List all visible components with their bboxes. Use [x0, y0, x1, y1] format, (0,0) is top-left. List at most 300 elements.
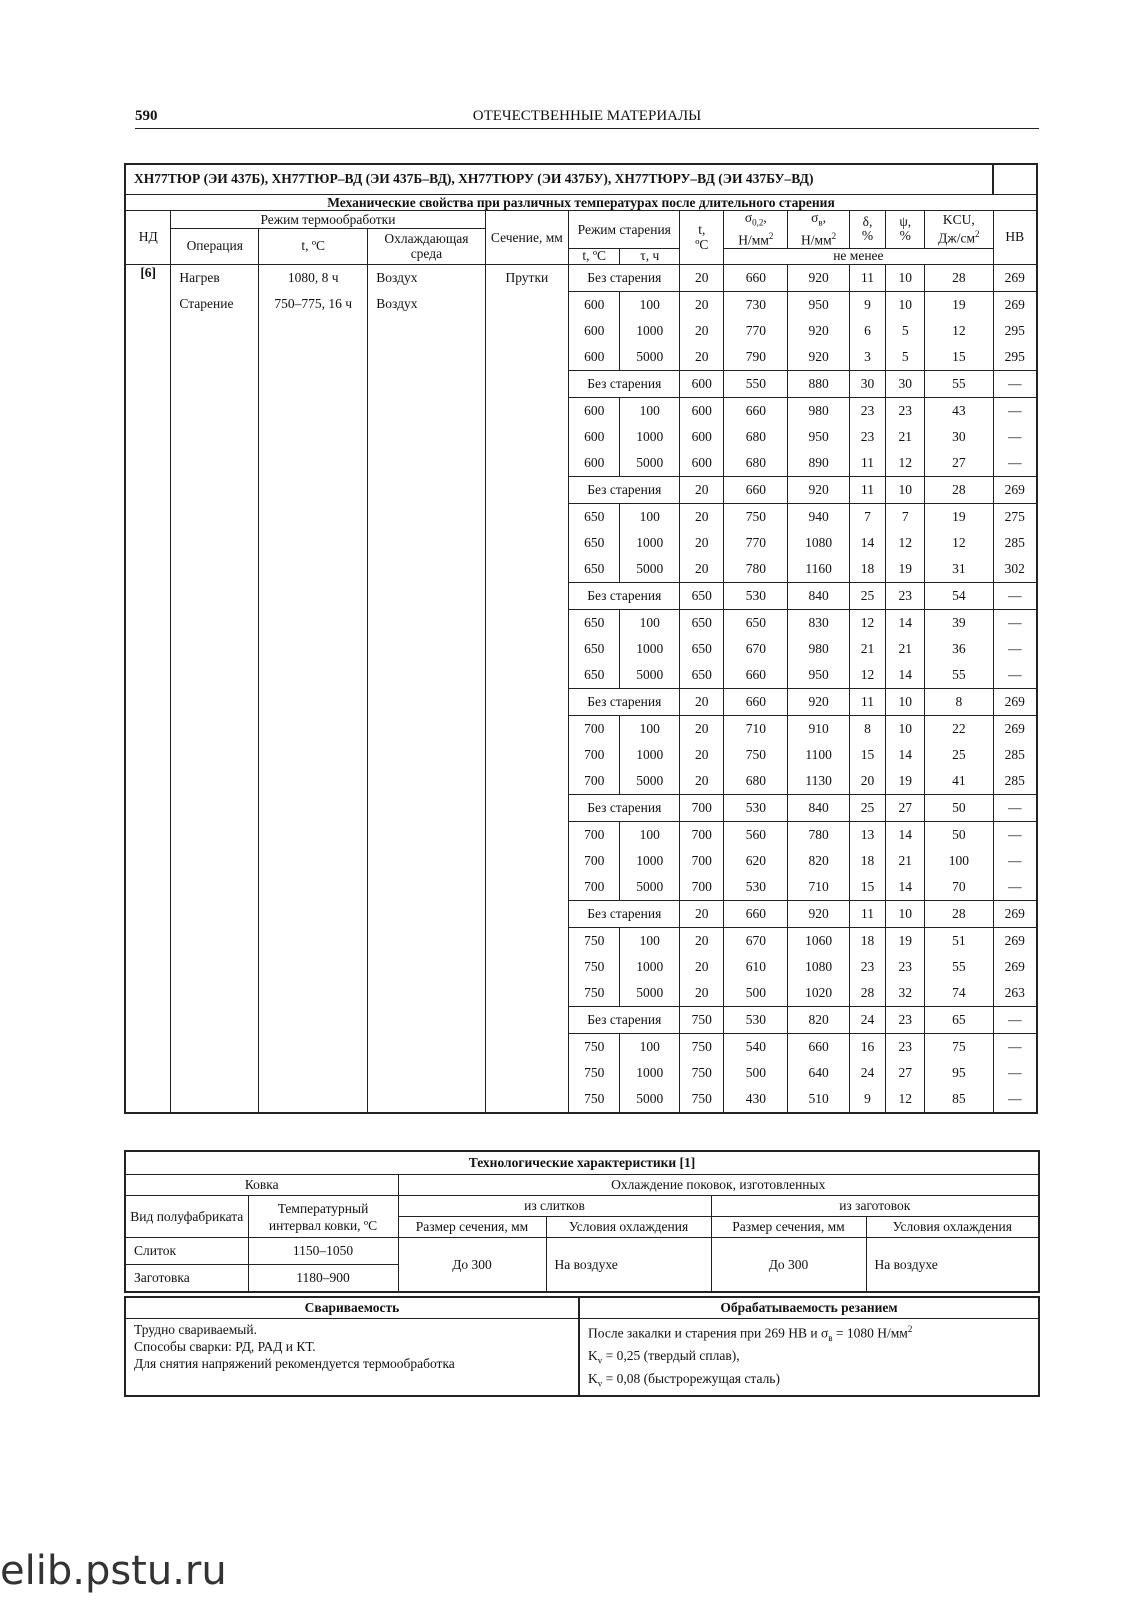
value-s02-cell: 710: [724, 715, 788, 742]
value-kcu-cell: 28: [925, 476, 993, 503]
value-d-cell: 11: [849, 900, 886, 927]
value-t-cell: 700: [680, 794, 724, 821]
value-s02-cell: 680: [724, 768, 788, 795]
value-hb-cell: —: [993, 1006, 1037, 1033]
value-s02-cell: 750: [724, 503, 788, 530]
value-s02-cell: 660: [724, 397, 788, 424]
tech-in-air-ingots: На воздухе: [546, 1238, 711, 1293]
value-kcu-cell: 22: [925, 715, 993, 742]
value-d-cell: 20: [849, 768, 886, 795]
value-kcu-cell: 28: [925, 900, 993, 927]
value-d-cell: 16: [849, 1033, 886, 1060]
value-kcu-cell: 54: [925, 582, 993, 609]
value-d-cell: 30: [849, 370, 886, 397]
aging-tau-cell: 5000: [620, 1086, 680, 1113]
value-kcu-cell: 30: [925, 424, 993, 450]
tech-cooling-cond-blanks: Условия охлаждения: [866, 1217, 1039, 1238]
value-s02-cell: 730: [724, 291, 788, 318]
aging-tau-cell: 100: [620, 291, 680, 318]
value-s02-cell: 670: [724, 927, 788, 954]
value-kcu-cell: 25: [925, 742, 993, 768]
aging-tau-cell: 5000: [620, 980, 680, 1007]
value-d-cell: 7: [849, 503, 886, 530]
value-kcu-cell: 31: [925, 556, 993, 583]
col-hb: НВ: [993, 210, 1037, 264]
value-hb-cell: 295: [993, 344, 1037, 371]
value-sb-cell: 1060: [788, 927, 849, 954]
value-t-cell: 20: [680, 318, 724, 344]
value-t-cell: 20: [680, 688, 724, 715]
tech-caption: Технологические характеристики [1]: [125, 1151, 1039, 1175]
operation-medium: Воздух: [376, 269, 418, 285]
aging-t-cell: 700: [569, 848, 620, 874]
value-d-cell: 12: [849, 609, 886, 636]
value-hb-cell: —: [993, 397, 1037, 424]
value-d-cell: 11: [849, 688, 886, 715]
value-s02-cell: 660: [724, 476, 788, 503]
value-kcu-cell: 55: [925, 370, 993, 397]
value-s02-cell: 660: [724, 900, 788, 927]
aging-t-cell: 750: [569, 1086, 620, 1113]
value-hb-cell: —: [993, 609, 1037, 636]
value-kcu-cell: 74: [925, 980, 993, 1007]
value-s02-cell: 750: [724, 742, 788, 768]
value-hb-cell: —: [993, 874, 1037, 901]
value-kcu-cell: 41: [925, 768, 993, 795]
aging-t-cell: 650: [569, 530, 620, 556]
value-d-cell: 23: [849, 397, 886, 424]
value-kcu-cell: 70: [925, 874, 993, 901]
value-sb-cell: 840: [788, 794, 849, 821]
value-t-cell: 600: [680, 397, 724, 424]
value-sb-cell: 950: [788, 291, 849, 318]
value-s02-cell: 560: [724, 821, 788, 848]
value-hb-cell: 269: [993, 291, 1037, 318]
col-sigmab: $\sigma_в$, $Н/мм^2$: [788, 210, 849, 248]
value-kcu-cell: 43: [925, 397, 993, 424]
value-d-cell: 9: [849, 291, 886, 318]
value-kcu-cell: 55: [925, 662, 993, 689]
value-t-cell: 750: [680, 1060, 724, 1086]
tech-upto-blanks: До 300: [711, 1238, 866, 1293]
value-sb-cell: 880: [788, 370, 849, 397]
value-d-cell: 18: [849, 848, 886, 874]
aging-tau-cell: 100: [620, 715, 680, 742]
aging-tau-cell: 1000: [620, 954, 680, 980]
value-t-cell: 650: [680, 582, 724, 609]
section-cell: Прутки: [485, 264, 569, 1113]
value-t-cell: 20: [680, 264, 724, 291]
value-d-cell: 18: [849, 556, 886, 583]
value-hb-cell: 285: [993, 742, 1037, 768]
value-d-cell: 12: [849, 662, 886, 689]
aging-t-cell: 650: [569, 556, 620, 583]
value-hb-cell: —: [993, 582, 1037, 609]
mechanical-properties-table: [124, 163, 1038, 1114]
value-p-cell: 27: [886, 794, 925, 821]
weld-text: [125, 1319, 579, 1396]
no-aging-cell: Без старения: [569, 476, 680, 503]
aging-t-cell: 750: [569, 980, 620, 1007]
value-p-cell: 14: [886, 742, 925, 768]
value-p-cell: 27: [886, 1060, 925, 1086]
aging-t-cell: 650: [569, 662, 620, 689]
value-s02-cell: 790: [724, 344, 788, 371]
value-t-cell: 600: [680, 424, 724, 450]
value-d-cell: 9: [849, 1086, 886, 1113]
col-heat-treatment: Режим термообработки: [171, 210, 485, 228]
value-hb-cell: 269: [993, 476, 1037, 503]
machining-caption: Обрабатываемость резанием: [579, 1297, 1039, 1319]
no-aging-cell: Без старения: [569, 900, 680, 927]
value-hb-cell: 269: [993, 688, 1037, 715]
aging-t-cell: 750: [569, 954, 620, 980]
col-aging-mode: Режим старения: [569, 210, 680, 248]
value-hb-cell: —: [993, 1060, 1037, 1086]
value-t-cell: 20: [680, 954, 724, 980]
value-t-cell: 650: [680, 636, 724, 662]
aging-t-cell: 750: [569, 927, 620, 954]
aging-t-cell: 600: [569, 450, 620, 477]
value-d-cell: 13: [849, 821, 886, 848]
value-hb-cell: —: [993, 848, 1037, 874]
value-p-cell: 12: [886, 530, 925, 556]
value-d-cell: 23: [849, 954, 886, 980]
tech-in-air-blanks: На воздухе: [866, 1238, 1039, 1293]
value-kcu-cell: 36: [925, 636, 993, 662]
value-d-cell: 3: [849, 344, 886, 371]
value-t-cell: 20: [680, 980, 724, 1007]
value-sb-cell: 840: [788, 582, 849, 609]
value-d-cell: 25: [849, 794, 886, 821]
value-kcu-cell: 28: [925, 264, 993, 291]
value-kcu-cell: 95: [925, 1060, 993, 1086]
value-sb-cell: 820: [788, 848, 849, 874]
value-t-cell: 700: [680, 848, 724, 874]
operation-temp: 1080, 8 ч: [287, 269, 339, 285]
value-sb-cell: 920: [788, 344, 849, 371]
value-s02-cell: 610: [724, 954, 788, 980]
value-d-cell: 14: [849, 530, 886, 556]
value-sb-cell: 920: [788, 900, 849, 927]
value-kcu-cell: 75: [925, 1033, 993, 1060]
value-hb-cell: —: [993, 370, 1037, 397]
operation-name: Старение: [179, 295, 234, 311]
value-t-cell: 20: [680, 742, 724, 768]
op-temps-cell: [259, 264, 368, 1113]
aging-tau-cell: 100: [620, 503, 680, 530]
aging-tau-cell: 5000: [620, 344, 680, 371]
value-sb-cell: 1020: [788, 980, 849, 1007]
value-p-cell: 12: [886, 1086, 925, 1113]
value-sb-cell: 710: [788, 874, 849, 901]
tech-blank: Заготовка: [125, 1265, 248, 1293]
value-d-cell: 24: [849, 1006, 886, 1033]
aging-t-cell: 650: [569, 609, 620, 636]
value-hb-cell: 295: [993, 318, 1037, 344]
value-sb-cell: 920: [788, 264, 849, 291]
value-kcu-cell: 85: [925, 1086, 993, 1113]
value-d-cell: 11: [849, 264, 886, 291]
value-sb-cell: 980: [788, 636, 849, 662]
value-sb-cell: 920: [788, 318, 849, 344]
running-title: ОТЕЧЕСТВЕННЫЕ МАТЕРИАЛЫ: [472, 108, 702, 124]
value-p-cell: 23: [886, 582, 925, 609]
tech-section-size-ingots: Размер сечения, мм: [398, 1217, 546, 1238]
page-number: 590: [135, 108, 158, 124]
machining-text: [579, 1319, 1039, 1396]
value-p-cell: 21: [886, 424, 925, 450]
aging-t-cell: 600: [569, 344, 620, 371]
mech-caption: Механические свойства при различных температурах после длительного старения: [125, 194, 1037, 210]
value-t-cell: 600: [680, 370, 724, 397]
col-cooling-medium: Охлаждающая среда: [368, 228, 485, 264]
title-spacer-cell: [993, 164, 1037, 194]
value-s02-cell: 770: [724, 318, 788, 344]
value-hb-cell: 269: [993, 715, 1037, 742]
value-kcu-cell: 65: [925, 1006, 993, 1033]
tech-forge-interval: Температурный интервал ковки, ºС: [248, 1196, 398, 1238]
aging-tau-cell: 100: [620, 821, 680, 848]
value-t-cell: 650: [680, 609, 724, 636]
value-sb-cell: 820: [788, 1006, 849, 1033]
value-d-cell: 11: [849, 450, 886, 477]
value-kcu-cell: 50: [925, 794, 993, 821]
weld-caption: Свариваемость: [125, 1297, 579, 1319]
value-p-cell: 14: [886, 662, 925, 689]
value-s02-cell: 650: [724, 609, 788, 636]
value-p-cell: 5: [886, 318, 925, 344]
aging-t-cell: 700: [569, 715, 620, 742]
value-p-cell: 21: [886, 636, 925, 662]
value-hb-cell: 269: [993, 954, 1037, 980]
value-p-cell: 10: [886, 688, 925, 715]
value-t-cell: 20: [680, 900, 724, 927]
op-media-cell: [368, 264, 485, 1113]
value-sb-cell: 950: [788, 662, 849, 689]
aging-tau-cell: 1000: [620, 848, 680, 874]
value-sb-cell: 940: [788, 503, 849, 530]
value-hb-cell: 285: [993, 768, 1037, 795]
value-t-cell: 20: [680, 530, 724, 556]
value-sb-cell: 920: [788, 476, 849, 503]
col-section: Сечение, мм: [485, 210, 569, 264]
value-sb-cell: 830: [788, 609, 849, 636]
value-d-cell: 11: [849, 476, 886, 503]
col-t: t, ºC: [259, 228, 368, 264]
value-p-cell: 14: [886, 874, 925, 901]
value-t-cell: 20: [680, 715, 724, 742]
value-t-cell: 650: [680, 662, 724, 689]
value-p-cell: 10: [886, 715, 925, 742]
value-s02-cell: 670: [724, 636, 788, 662]
col-psi: ψ, %: [886, 210, 925, 248]
value-p-cell: 12: [886, 450, 925, 477]
value-hb-cell: 269: [993, 900, 1037, 927]
operation-name: Нагрев: [179, 269, 220, 285]
value-sb-cell: 640: [788, 1060, 849, 1086]
value-hb-cell: 263: [993, 980, 1037, 1007]
value-p-cell: 7: [886, 503, 925, 530]
aging-tau-cell: 1000: [620, 424, 680, 450]
value-hb-cell: —: [993, 450, 1037, 477]
operation-temp: 750–775, 16 ч: [274, 295, 353, 311]
value-sb-cell: 890: [788, 450, 849, 477]
value-kcu-cell: 39: [925, 609, 993, 636]
value-t-cell: 20: [680, 503, 724, 530]
value-p-cell: 5: [886, 344, 925, 371]
weld-line-3: Для снятия напряжений рекомендуется термообработка: [134, 1356, 455, 1371]
value-s02-cell: 680: [724, 450, 788, 477]
value-t-cell: 750: [680, 1006, 724, 1033]
value-p-cell: 10: [886, 476, 925, 503]
aging-tau-cell: 5000: [620, 768, 680, 795]
value-d-cell: 15: [849, 874, 886, 901]
no-aging-cell: Без старения: [569, 370, 680, 397]
value-p-cell: 23: [886, 397, 925, 424]
value-d-cell: 8: [849, 715, 886, 742]
value-hb-cell: —: [993, 662, 1037, 689]
no-aging-cell: Без старения: [569, 688, 680, 715]
value-hb-cell: —: [993, 794, 1037, 821]
value-p-cell: 10: [886, 900, 925, 927]
value-hb-cell: 285: [993, 530, 1037, 556]
value-s02-cell: 500: [724, 1060, 788, 1086]
value-sb-cell: 1080: [788, 954, 849, 980]
value-sb-cell: 1080: [788, 530, 849, 556]
tech-section-size-blanks: Размер сечения, мм: [711, 1217, 866, 1238]
value-d-cell: 24: [849, 1060, 886, 1086]
col-kcu: KCU, $Дж/см^2$: [925, 210, 993, 248]
no-aging-cell: Без старения: [569, 582, 680, 609]
aging-tau-cell: 100: [620, 609, 680, 636]
value-d-cell: 21: [849, 636, 886, 662]
value-p-cell: 19: [886, 768, 925, 795]
aging-t-cell: 600: [569, 424, 620, 450]
value-p-cell: 21: [886, 848, 925, 874]
value-sb-cell: 980: [788, 397, 849, 424]
value-hb-cell: —: [993, 1086, 1037, 1113]
value-hb-cell: —: [993, 636, 1037, 662]
col-operation: Операция: [171, 228, 259, 264]
value-s02-cell: 780: [724, 556, 788, 583]
tech-upto-ingots: До 300: [398, 1238, 546, 1293]
value-kcu-cell: 8: [925, 688, 993, 715]
aging-t-cell: 600: [569, 291, 620, 318]
value-s02-cell: 500: [724, 980, 788, 1007]
value-d-cell: 18: [849, 927, 886, 954]
machining-line-3: $K_v = 0,08$ (быстрорежущая сталь): [588, 1370, 780, 1389]
tech-cooling-cond-ingots: Условия охлаждения: [546, 1217, 711, 1238]
value-sb-cell: 910: [788, 715, 849, 742]
col-aging-tau: τ, ч: [620, 248, 680, 264]
tech-ingot: Слиток: [125, 1238, 248, 1265]
value-kcu-cell: 15: [925, 344, 993, 371]
tech-forging: Ковка: [125, 1175, 398, 1196]
value-t-cell: 20: [680, 768, 724, 795]
value-s02-cell: 660: [724, 264, 788, 291]
value-sb-cell: 510: [788, 1086, 849, 1113]
value-s02-cell: 530: [724, 582, 788, 609]
watermark: elib.pstu.ru: [0, 1548, 227, 1594]
value-p-cell: 10: [886, 291, 925, 318]
value-d-cell: 6: [849, 318, 886, 344]
value-hb-cell: —: [993, 424, 1037, 450]
value-t-cell: 700: [680, 821, 724, 848]
value-t-cell: 20: [680, 291, 724, 318]
tech-characteristics-table: [124, 1150, 1040, 1293]
aging-t-cell: 600: [569, 318, 620, 344]
value-d-cell: 28: [849, 980, 886, 1007]
value-p-cell: 19: [886, 556, 925, 583]
value-sb-cell: 1100: [788, 742, 849, 768]
value-p-cell: 23: [886, 1033, 925, 1060]
value-sb-cell: 780: [788, 821, 849, 848]
aging-tau-cell: 1000: [620, 530, 680, 556]
value-sb-cell: 950: [788, 424, 849, 450]
value-sb-cell: 920: [788, 688, 849, 715]
aging-tau-cell: 1000: [620, 318, 680, 344]
value-t-cell: 700: [680, 874, 724, 901]
tech-from-blanks: из заготовок: [711, 1196, 1039, 1217]
value-s02-cell: 770: [724, 530, 788, 556]
tech-blank-range: 1180–900: [248, 1265, 398, 1293]
no-aging-cell: Без старения: [569, 794, 680, 821]
tech-cooling-forgings: Охлаждение поковок, изготовленных: [398, 1175, 1039, 1196]
value-d-cell: 15: [849, 742, 886, 768]
value-p-cell: 30: [886, 370, 925, 397]
value-p-cell: 10: [886, 264, 925, 291]
table-row: [125, 264, 1037, 291]
weld-line-2: Способы сварки: РД, РАД и КТ.: [134, 1339, 316, 1354]
value-kcu-cell: 50: [925, 821, 993, 848]
value-p-cell: 23: [886, 954, 925, 980]
value-t-cell: 20: [680, 476, 724, 503]
machining-line-2: $K_v = 0,25$ (твердый сплав),: [588, 1348, 740, 1366]
value-kcu-cell: 12: [925, 530, 993, 556]
aging-tau-cell: 100: [620, 927, 680, 954]
aging-tau-cell: 5000: [620, 556, 680, 583]
value-p-cell: 14: [886, 609, 925, 636]
value-s02-cell: 660: [724, 662, 788, 689]
value-kcu-cell: 12: [925, 318, 993, 344]
value-kcu-cell: 19: [925, 503, 993, 530]
value-s02-cell: 530: [724, 874, 788, 901]
value-s02-cell: 430: [724, 1086, 788, 1113]
value-kcu-cell: 19: [925, 291, 993, 318]
aging-t-cell: 650: [569, 503, 620, 530]
value-kcu-cell: 100: [925, 848, 993, 874]
aging-t-cell: 750: [569, 1060, 620, 1086]
value-t-cell: 20: [680, 927, 724, 954]
col-nd: НД: [125, 210, 171, 264]
value-hb-cell: —: [993, 821, 1037, 848]
aging-tau-cell: 1000: [620, 636, 680, 662]
value-d-cell: 23: [849, 424, 886, 450]
operations-cell: [171, 264, 259, 1113]
aging-tau-cell: 100: [620, 397, 680, 424]
value-t-cell: 750: [680, 1033, 724, 1060]
aging-tau-cell: 1000: [620, 742, 680, 768]
aging-t-cell: 700: [569, 874, 620, 901]
value-p-cell: 32: [886, 980, 925, 1007]
value-hb-cell: 269: [993, 927, 1037, 954]
value-p-cell: 19: [886, 927, 925, 954]
aging-t-cell: 650: [569, 636, 620, 662]
weld-line-1: Трудно свариваемый.: [134, 1322, 257, 1337]
tech-ingot-range: 1150–1050: [248, 1238, 398, 1265]
aging-tau-cell: 1000: [620, 1060, 680, 1086]
